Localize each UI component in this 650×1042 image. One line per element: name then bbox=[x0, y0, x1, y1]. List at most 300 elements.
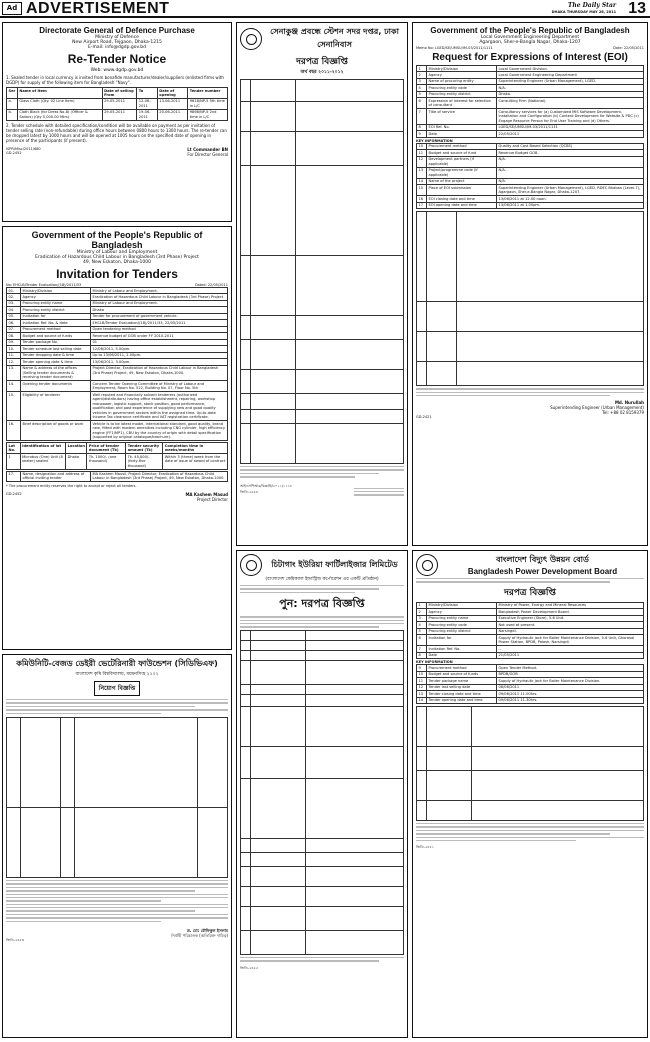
table-cell: 03. bbox=[7, 300, 21, 306]
table-header: Name of Item bbox=[17, 88, 102, 99]
table-cell: Ministry/Division bbox=[427, 66, 497, 72]
table-cell: 8 bbox=[417, 124, 427, 130]
table-cell: Invitation Ref. No. bbox=[427, 646, 497, 652]
ad-lged-signer: Md. Nurullah bbox=[614, 400, 644, 406]
table-row bbox=[241, 424, 404, 464]
table-cell: Tender for procurement of government vehicle. bbox=[91, 313, 228, 319]
table-cell: Tender package name bbox=[427, 678, 497, 684]
masthead-page-number: 13 bbox=[628, 0, 646, 17]
table-cell: Concern Tender Opening Committee of Ministry of Labour and Employment, Room No. 522, Building No. 07, Floor No. 5th bbox=[91, 381, 228, 392]
table-cell: LGED/SE/UMSU/IM-03/2011/1111 bbox=[497, 124, 644, 130]
table-row bbox=[241, 370, 404, 394]
table-row bbox=[417, 635, 644, 646]
ad-defence-intro: 1. Sealed tender in local currency is invited from bonafide manufacturer/dealer/suppliers (enlisted firms with DGDP) for supply of the following item for Bangladesh "Navy". bbox=[6, 75, 224, 85]
table-cell: Revenue budget of GOB under FY 2010-2011 bbox=[91, 333, 228, 339]
table-cell: Tender dropping date & time bbox=[21, 352, 91, 358]
table-cell: 2 bbox=[417, 609, 427, 615]
table-header: Completion time in weeks/months bbox=[163, 443, 228, 454]
ad-lged-address: Agargaon, Sher-e-Bangla Nagar, Dhaka-1207 bbox=[479, 40, 581, 45]
table-row bbox=[417, 131, 644, 137]
table-row bbox=[241, 866, 404, 886]
ad-bpdb-gd: জিডি-২৪৫১ bbox=[416, 845, 435, 850]
table-row bbox=[417, 697, 644, 703]
table-cell: 11 bbox=[417, 150, 427, 156]
table-cell: Place of EOI submission bbox=[427, 185, 497, 196]
ad-dairy-title: কমিউনিটি-বেজড ডেইরী ভেটেরিনারী ফাউন্ডেশন (সিডিভিএফ) bbox=[16, 659, 218, 668]
cantonment-seal-icon bbox=[240, 28, 262, 50]
table-cell: Budget and source of fund bbox=[427, 150, 497, 156]
ad-labour-signer-role: Project Director bbox=[196, 497, 228, 503]
table-cell: 13. bbox=[7, 365, 21, 380]
table-cell: Not used at present. bbox=[497, 622, 644, 628]
table-cell: 14 bbox=[417, 697, 427, 703]
ad-cantonment-title: সেনাকুঞ্জ প্রবন্ধে স্টেশন সদর দপ্তর, ঢাকা সেনানিবাস bbox=[270, 27, 399, 49]
table-cell: 04. bbox=[7, 307, 21, 313]
ad-cantonment-gd: জিডি-২৪৫৪ bbox=[240, 489, 259, 494]
table-row bbox=[417, 202, 644, 208]
table-row bbox=[417, 212, 644, 302]
table-header: Date of opening bbox=[157, 88, 187, 99]
ad-dairy-sub: বাংলাদেশ কৃষি বিশ্ববিদ্যালয়, ময়মনসিংহ ২২০২ bbox=[75, 672, 159, 677]
table-cell: 1 bbox=[417, 66, 427, 72]
ad-lged-tel: Tel: +88 02 8159379 bbox=[602, 410, 644, 416]
bpdb-logo-icon bbox=[416, 554, 438, 576]
table-row bbox=[7, 365, 228, 380]
table-cell: 20-06-2011 bbox=[157, 109, 187, 120]
table-row bbox=[241, 630, 404, 640]
table-header-row bbox=[7, 443, 228, 454]
table-cell: MA Kashem Mausil, Project Director, Eradication of Hazardous Child Labour in Bangladesh (3rd Phase) Project, 49, New Eskaton, Dhaka-1000. bbox=[91, 471, 228, 482]
table-cell: Tender closing date and time bbox=[427, 691, 497, 697]
masthead-logo: Ad bbox=[2, 2, 22, 15]
table-cell: 14. bbox=[7, 381, 21, 392]
ad-cantonment-notice: দরপত্র বিজ্ঞপ্তি bbox=[296, 57, 348, 67]
table-cell: Dhaka bbox=[91, 307, 228, 313]
table-cell: Procurement method bbox=[427, 665, 497, 671]
table-cell: 21/05/2011 bbox=[497, 652, 644, 658]
ad-lged-eoi bbox=[412, 22, 648, 546]
ad-dairy-body bbox=[6, 699, 228, 714]
table-row bbox=[417, 707, 644, 747]
ad-lged-signer-role: Superintending Engineer (Urban Management) bbox=[550, 405, 644, 411]
table-cell: Procuring entity district bbox=[427, 628, 497, 634]
table-cell: Open Tender Method. bbox=[497, 665, 644, 671]
ad-defence-title: Re-Tender Notice bbox=[67, 52, 167, 66]
table-cell: Invitation Ref. No. & date bbox=[21, 320, 91, 326]
table-cell: 02. bbox=[7, 294, 21, 300]
table-header: Price of tender document (Tk) bbox=[87, 443, 126, 454]
table-row bbox=[417, 185, 644, 196]
table-cell: Quality and Cost Based Selection (QCBS) bbox=[497, 143, 644, 149]
table-row bbox=[417, 801, 644, 821]
table-cell: 10 bbox=[417, 143, 427, 149]
table-cell: Within 3 (three) week from the date of issue of award of contract bbox=[163, 454, 228, 469]
table-cell: Expression of interest for selection of consultant bbox=[427, 98, 497, 109]
ad-lged-table bbox=[416, 65, 644, 138]
table-cell: Procurement method bbox=[21, 326, 91, 332]
table-cell: 05. bbox=[7, 313, 21, 319]
ad-labour-table bbox=[6, 287, 228, 441]
table-row bbox=[7, 454, 228, 469]
table-cell: Ministry of Power, Energy and Mineral Resources bbox=[497, 602, 644, 608]
table-row bbox=[7, 717, 228, 807]
ad-defence-address: New Airport Road, Tejgaon, Dhaka-1215 bbox=[72, 40, 162, 45]
ad-lged-key-info: KEY INFORMATION bbox=[416, 138, 453, 143]
table-cell: 12 bbox=[417, 156, 427, 167]
table-row bbox=[417, 652, 644, 658]
ad-bpdb-title-bn: বাংলাদেশ বিদ্যুৎ উন্নয়ন বোর্ড bbox=[496, 555, 589, 564]
table-cell: 29-05-2011 bbox=[102, 98, 137, 109]
table-cell: b. bbox=[7, 109, 18, 120]
ad-labour-signer: MA Kashem Masud bbox=[185, 492, 228, 498]
ad-defence-retender bbox=[2, 22, 232, 222]
table-cell: 17 bbox=[417, 202, 427, 208]
table-cell: Procuring entity district bbox=[427, 91, 497, 97]
table-cell: Glass Cloth (Qty: 02 Line Item) bbox=[17, 98, 102, 109]
table-cell: 9 bbox=[417, 665, 427, 671]
table-cell: Tender last selling date bbox=[427, 684, 497, 690]
table-cell: 09. bbox=[7, 339, 21, 345]
ad-defence-ispr: ISPR/Misc/2011/680 bbox=[6, 146, 41, 151]
masthead-title: ADVERTISEMENT bbox=[26, 0, 170, 17]
table-header: To bbox=[137, 88, 157, 99]
ad-defence-signer-role: For Director General bbox=[187, 151, 228, 157]
table-row bbox=[7, 392, 228, 421]
table-cell: 16 bbox=[417, 196, 427, 202]
table-cell: Ministry of Labour and Employment. bbox=[91, 300, 228, 306]
table-cell: Procuring entity code bbox=[427, 85, 497, 91]
table-row bbox=[241, 256, 404, 316]
table-cell: 19-06-2011 bbox=[137, 109, 157, 120]
table-cell: Invitation for bbox=[21, 313, 91, 319]
table-cell: Date bbox=[427, 652, 497, 658]
ad-fertilizer-title: চিটাগাং ইউরিয়া ফার্টিলাইজার লিমিটেড bbox=[271, 559, 398, 569]
ad-lged-gov: Government of the People's Republic of Bangladesh bbox=[430, 26, 630, 35]
ad-fertilizer-tender bbox=[236, 550, 408, 1038]
table-cell: Brief description of goods or work bbox=[21, 421, 91, 441]
table-cell: EOI closing date and time bbox=[427, 196, 497, 202]
ad-bpdb-table-3 bbox=[416, 706, 644, 821]
table-cell: Project Director, Eradication of Hazardous Child Labour in Bangladesh (3rd Phase) Project, 49, New Eskaton, Dhaka-1000. bbox=[91, 365, 228, 380]
table-cell: -- bbox=[497, 646, 644, 652]
table-cell: 07. bbox=[7, 326, 21, 332]
table-cell: Narsingdi. bbox=[497, 628, 644, 634]
table-row bbox=[417, 302, 644, 332]
ad-bpdb-title-en: Bangladesh Power Development Board bbox=[467, 567, 618, 576]
ad-dairy-recruitment bbox=[2, 654, 232, 1038]
table-cell: 13/06/2011 at 1.00pm. bbox=[497, 202, 644, 208]
table-row bbox=[241, 410, 404, 424]
table-row bbox=[241, 886, 404, 906]
table-row bbox=[241, 80, 404, 102]
table-cell: 15 bbox=[417, 185, 427, 196]
table-cell: 13/06/2011 at 12.00 noon. bbox=[497, 196, 644, 202]
ad-defence-signature bbox=[187, 147, 228, 157]
table-cell: 7 bbox=[417, 646, 427, 652]
table-cell: 1 bbox=[7, 454, 21, 469]
ad-dairy-notice: নিয়োগ বিজ্ঞপ্তি bbox=[94, 681, 140, 696]
table-row bbox=[7, 98, 228, 109]
table-cell: 13/06/2011, 3.00pm. bbox=[91, 359, 228, 365]
table-cell: 4 bbox=[417, 622, 427, 628]
table-cell: 11. bbox=[7, 352, 21, 358]
table-cell: 7 bbox=[417, 109, 427, 124]
table-cell: 5 bbox=[417, 91, 427, 97]
table-cell: 08. bbox=[7, 333, 21, 339]
ad-lged-signature bbox=[416, 400, 644, 415]
table-header: Tender number bbox=[188, 88, 228, 99]
table-header: Location bbox=[66, 443, 87, 454]
table-row bbox=[417, 332, 644, 362]
table-cell: Bangladesh Power Development Board. bbox=[497, 609, 644, 615]
ad-lged-date: Date: 22/05/2011 bbox=[613, 46, 644, 50]
masthead-date: DHAKA THURSDAY MAY 26, 2011 bbox=[551, 10, 616, 14]
table-header: Lot No. bbox=[7, 443, 21, 454]
table-cell: 12/06/2011, 5.00pm. bbox=[91, 346, 228, 352]
table-cell: 4 bbox=[417, 85, 427, 91]
table-cell: 17. bbox=[7, 471, 21, 482]
ad-cantonment-body bbox=[240, 466, 404, 478]
ad-labour-lot-table bbox=[6, 442, 228, 469]
table-cell: 1 bbox=[417, 602, 427, 608]
table-cell: 09/06/2011 11.30hrs. bbox=[497, 697, 644, 703]
table-row bbox=[7, 109, 228, 120]
ad-fertilizer-table bbox=[240, 630, 404, 955]
table-cell: N/A. bbox=[497, 167, 644, 178]
table-header: Date of selling From bbox=[102, 88, 137, 99]
ad-bpdb-key-info: KEY INFORMATION bbox=[416, 660, 453, 665]
table-cell: 10. bbox=[7, 346, 21, 352]
ad-labour-title: Invitation for Tenders bbox=[56, 267, 178, 281]
fertilizer-logo-icon bbox=[240, 554, 262, 576]
table-cell: EOI Ref. No. bbox=[427, 124, 497, 130]
table-cell: Name, designation and address of official inviting tender bbox=[21, 471, 91, 482]
ad-cantonment-tender bbox=[236, 22, 408, 546]
table-row bbox=[241, 132, 404, 166]
table-cell: BPDB/GOB bbox=[497, 671, 644, 677]
table-cell: 13 bbox=[417, 167, 427, 178]
ad-bpdb-table bbox=[416, 602, 644, 659]
ad-defence-org: Directorate General of Defence Purchase bbox=[39, 26, 195, 35]
table-row bbox=[241, 640, 404, 650]
table-cell: 09/06/2011 11.00hrs. bbox=[497, 691, 644, 697]
table-cell: Procuring entity name bbox=[21, 300, 91, 306]
ad-labour-address: 49, New Eskaton, Dhaka-1000 bbox=[83, 260, 151, 265]
ad-lged-table-3 bbox=[416, 211, 644, 386]
table-cell: 11 bbox=[417, 678, 427, 684]
ad-defence-email: E-mail: info@dgdp.gov.bd bbox=[88, 45, 146, 50]
table-cell: Eligibility of tenderer bbox=[21, 392, 91, 421]
ad-defence-para2: 2. Tender schedule with detailed specification/condition will be available on payment as per invitation of tender selling rate (non-refundable) during office hours between 0800 hours to 1300 hours. The re-tender can be dropped latest by 1000 hours and will be opened at 1005 hours on the specified date of opening in presence of the participants (if present). bbox=[6, 122, 227, 143]
ad-dairy-gd: জিডি-২৪৫৩ bbox=[6, 938, 25, 943]
table-cell: Date bbox=[427, 131, 497, 137]
table-cell: N/A. bbox=[497, 85, 644, 91]
ad-dairy-signer: ড. মো: রৌফিকুল ইসলাম bbox=[186, 928, 228, 934]
table-row bbox=[241, 852, 404, 866]
table-cell: Vehicle is to be latest model, international standard, good quality, brand new, fitted with modern amenities including CNG cylinder, high efficiency engine (FF1/MP1), CBU by the country of origin with detail specification (supported by original catalogue/brochure). bbox=[91, 421, 228, 441]
table-cell: 12 bbox=[417, 684, 427, 690]
ad-labour-ministry: Ministry of Labour and Employment bbox=[76, 250, 158, 255]
table-cell: Invitation for bbox=[427, 635, 497, 646]
table-cell: 2 bbox=[417, 72, 427, 78]
table-row bbox=[417, 362, 644, 386]
table-cell: 01 bbox=[91, 339, 228, 345]
table-cell: Development partners (if applicable) bbox=[427, 156, 497, 167]
ad-labour-project: Eradication of Hazardous Child Labour in Bangladesh (3rd Phase) Project bbox=[35, 255, 199, 260]
ad-defence-table bbox=[6, 87, 228, 121]
table-row bbox=[241, 694, 404, 706]
table-row bbox=[7, 471, 228, 482]
table-cell: N/A. bbox=[497, 156, 644, 167]
table-cell: Revenue Budget GOB. bbox=[497, 150, 644, 156]
ad-lged-memo: Memo No: LGED/SE/UMSU/IM-03/2011/1111 bbox=[416, 46, 493, 50]
ad-fertilizer-notice: পুন: দরপত্র বিজ্ঞপ্তি bbox=[279, 597, 365, 611]
table-cell: 12-06-2011 bbox=[137, 98, 157, 109]
table-cell: EHCLB/Tender Evaluation/(18)/2011/33, 22/05/2011 bbox=[91, 320, 228, 326]
ad-dairy-signature bbox=[6, 928, 228, 938]
ad-cantonment-year: অর্থ বছর ২০১১-২০১২ bbox=[300, 70, 344, 75]
table-header: Tender security amount (Tk) bbox=[126, 443, 163, 454]
table-row bbox=[417, 98, 644, 109]
table-row bbox=[241, 778, 404, 838]
table-cell: Procuring entity code bbox=[427, 622, 497, 628]
ad-cantonment-table bbox=[240, 79, 404, 464]
ad-labour-note: * The procurement entity reserves the right to accept or reject all tenders. bbox=[6, 484, 137, 489]
ad-defence-refs bbox=[6, 147, 41, 157]
ad-labour-row17-table bbox=[6, 471, 228, 483]
table-cell: Executive Engineer (Store), 5-6 Unit. bbox=[497, 615, 644, 621]
table-cell: Local Government Engineering Department bbox=[497, 72, 644, 78]
table-cell: Ministry/Division bbox=[21, 288, 91, 294]
table-cell: 10 bbox=[417, 671, 427, 677]
table-header: Identification of lot bbox=[20, 443, 66, 454]
table-cell: Tk. 45,000/- (forty-five thousand) bbox=[126, 454, 163, 469]
table-cell: Dhaka. bbox=[497, 91, 644, 97]
ad-labour-footer bbox=[6, 492, 228, 502]
table-row bbox=[241, 102, 404, 132]
table-row bbox=[7, 421, 228, 441]
table-row bbox=[417, 109, 644, 124]
table-cell: 14 bbox=[417, 178, 427, 184]
table-row bbox=[241, 166, 404, 256]
ad-dairy-table bbox=[6, 717, 228, 878]
ad-defence-gd: GD-2452 bbox=[6, 150, 22, 155]
table-cell: Superintending Engineer (Urban Management), LGED. bbox=[497, 78, 644, 84]
table-cell: Agency bbox=[427, 72, 497, 78]
table-cell: Local Government Division. bbox=[497, 66, 644, 72]
ad-lged-refline bbox=[416, 46, 644, 50]
ad-lged-table-2 bbox=[416, 143, 644, 209]
table-row bbox=[241, 746, 404, 778]
table-row bbox=[241, 340, 404, 370]
table-row bbox=[241, 838, 404, 852]
table-row bbox=[7, 807, 228, 877]
table-cell: Tk. 1000/- (one thousand) bbox=[87, 454, 126, 469]
table-cell: Consultancy services for (a) Customized MIS Software Development, Installation and Configuration (b) Content Development for Website & PDC (c) Engage Resource Person for End User Training and (d) Others. bbox=[497, 109, 644, 124]
ad-dairy-signer-role: নির্বাহী পরিচালক (অতিরিক্ত দায়িত্ব) bbox=[171, 933, 228, 939]
ad-cantonment-ref: আইএসপিআর/বিজ্ঞপ্তি/২০১১/১১১৮ bbox=[240, 483, 293, 488]
table-row bbox=[241, 660, 404, 684]
table-cell: 29-05-2011 bbox=[102, 109, 137, 120]
table-cell: Open tendering method bbox=[91, 326, 228, 332]
table-cell: Budget and source of funds bbox=[21, 333, 91, 339]
table-cell: Tender schedule last selling date bbox=[21, 346, 91, 352]
table-cell: 06. bbox=[7, 320, 21, 326]
ad-lged-title: Request for Expressions of Interest (EOI) bbox=[432, 52, 628, 63]
table-cell: 6 bbox=[417, 98, 427, 109]
table-cell: Project/programme code (if applicable) bbox=[427, 167, 497, 178]
table-row bbox=[7, 381, 228, 392]
ad-bpdb-tender bbox=[412, 550, 648, 1038]
table-cell: Procurement method bbox=[427, 143, 497, 149]
table-cell: 8 bbox=[417, 652, 427, 658]
table-cell: 16. bbox=[7, 421, 21, 441]
table-cell: Supply of Hydraulic Jack for Boiler Maintenance Division, 5-6 Unit, Ghorasal Power Station, BPDB, Palash, Narsingdi. bbox=[497, 635, 644, 646]
table-cell: 08/06/2011 bbox=[497, 684, 644, 690]
table-cell: Dhaka bbox=[66, 454, 87, 469]
ad-labour-date: Dated: 22/05/2011 bbox=[194, 283, 228, 287]
ad-bpdb-table-2 bbox=[416, 664, 644, 704]
table-cell: 15. bbox=[7, 392, 21, 421]
table-cell: Name of procuring entity bbox=[427, 78, 497, 84]
table-cell: 13 bbox=[417, 691, 427, 697]
table-row bbox=[417, 747, 644, 771]
table-cell: Title of service bbox=[427, 109, 497, 124]
ad-cantonment-footer bbox=[240, 484, 404, 498]
table-row bbox=[241, 394, 404, 410]
table-row bbox=[417, 771, 644, 801]
masthead bbox=[0, 0, 650, 18]
table-row bbox=[417, 156, 644, 167]
table-cell: 3 bbox=[417, 615, 427, 621]
table-cell: 6 bbox=[417, 635, 427, 646]
table-cell: 01. bbox=[7, 288, 21, 294]
table-header-row bbox=[7, 88, 228, 99]
table-row bbox=[241, 906, 404, 930]
table-cell: Opening tender documents bbox=[21, 381, 91, 392]
table-cell: a. bbox=[7, 98, 18, 109]
ad-labour-tender bbox=[2, 226, 232, 650]
table-cell: Name of the project bbox=[427, 178, 497, 184]
table-cell: Tender package No. bbox=[21, 339, 91, 345]
table-row bbox=[241, 316, 404, 340]
table-cell: 22/05/2011 bbox=[497, 131, 644, 137]
table-cell: Superintending Engineer (Urban Management), LGED, RDEC Bhaban (Level-7), Agargaon, Sher-e-Bangla Nagar, Dhaka-1207. bbox=[497, 185, 644, 196]
ad-bpdb-notice: দরপত্র বিজ্ঞপ্তি bbox=[504, 587, 556, 598]
ad-labour-ref: No: EHCLB/Tender Evaluation/(18)/2011/33 bbox=[6, 283, 82, 287]
table-cell: Eradication of Hazardous Child Labour in Bangladesh (3rd Phase) Project bbox=[91, 294, 228, 300]
table-row bbox=[241, 706, 404, 746]
table-cell: Procuring entity name bbox=[427, 615, 497, 621]
table-cell: Ministry/Division bbox=[427, 602, 497, 608]
table-cell: 9618/NP-5 5th time in L/C bbox=[188, 98, 228, 109]
ad-fertilizer-gd: জিডি-২৪৫৫ bbox=[240, 965, 259, 970]
table-cell: Well reputed and financially solvent tenderers (authorized agent/distributors) having office establishment, repairing, workshop manpower, logistic support, stock position, good performance, qualification and past experience of supplying new and good quality vehicles in government sectors within the assigned time. Up-to-date Income Tax clearance certificate and VAT registration certificate. bbox=[91, 392, 228, 421]
table-cell: 12. bbox=[7, 359, 21, 365]
table-cell: Ministry of Labour and Employment. bbox=[91, 288, 228, 294]
table-cell: Up to 13/06/2011, 2.00pm. bbox=[91, 352, 228, 358]
table-cell: Name & address of the offices (Selling tender documents & receiving tender document) bbox=[21, 365, 91, 380]
ad-defence-web: Web: www.dgdp.gov.bd bbox=[90, 68, 144, 73]
ad-labour-signature bbox=[185, 492, 228, 502]
table-row bbox=[241, 930, 404, 954]
table-cell: 5 bbox=[417, 628, 427, 634]
ad-lged-gd: GD-2421 bbox=[416, 415, 432, 420]
table-cell: Cloth Black (for Dress No-8) (Officer & Sailors) (Qty 5,000.00 Mtrs) bbox=[17, 109, 102, 120]
ad-labour-gov: Government of the People's Republic of Bangladesh bbox=[31, 230, 203, 250]
table-header: Ser bbox=[7, 88, 18, 99]
table-row bbox=[241, 650, 404, 660]
